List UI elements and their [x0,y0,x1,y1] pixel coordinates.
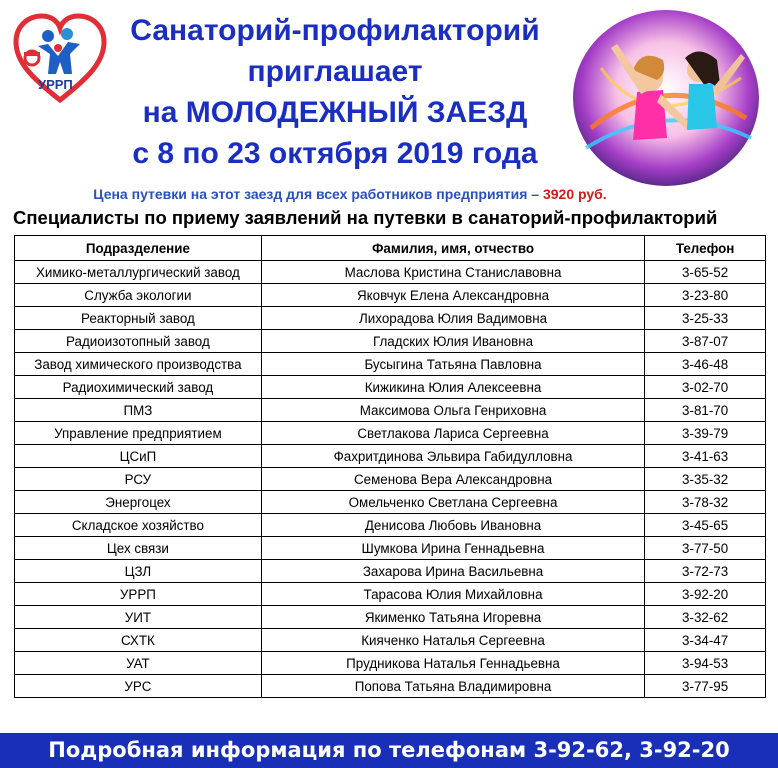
department-cell: Радиоизотопный завод [15,330,262,353]
department-cell: УРС [15,675,262,698]
headline-line-3: на МОЛОДЕЖНЫЙ ЗАЕЗД [142,96,528,129]
department-cell: Цех связи [15,537,262,560]
table-row [15,376,766,399]
headline-line-4: с 8 по 23 октября 2019 года [132,137,538,170]
column-header-phone: Телефон [645,236,766,261]
phone-cell: 3-87-07 [645,330,766,353]
name-cell: Кижикина Юлия Алексеевна [261,376,644,399]
phone-cell: 3-25-33 [645,307,766,330]
table-row [15,445,766,468]
section-title: Специалисты по приему заявлений на путевки в санаторий-профилакторий [13,207,718,228]
department-cell: УИТ [15,606,262,629]
phone-cell: 3-78-32 [645,491,766,514]
department-cell: ЦСиП [15,445,262,468]
specialists-table [14,235,766,698]
name-cell: Лихорадова Юлия Вадимовна [261,307,644,330]
table-row [15,422,766,445]
table-row [15,583,766,606]
table-row [15,491,766,514]
department-cell: СХТК [15,629,262,652]
phone-cell: 3-81-70 [645,399,766,422]
table-row [15,629,766,652]
table-row [15,307,766,330]
phone-cell: 3-92-20 [645,583,766,606]
department-cell: Завод химического производства [15,353,262,376]
department-cell: Реакторный завод [15,307,262,330]
name-cell: Гладских Юлия Ивановна [261,330,644,353]
name-cell: Попова Татьяна Владимировна [261,675,644,698]
name-cell: Максимова Ольга Генриховна [261,399,644,422]
table-row [15,330,766,353]
table-row [15,514,766,537]
name-cell: Захарова Ирина Васильевна [261,560,644,583]
table-row [15,606,766,629]
department-cell: Радиохимический завод [15,376,262,399]
table-row [15,468,766,491]
department-cell: Служба экологии [15,284,262,307]
table-row [15,560,766,583]
table-row [15,284,766,307]
price-amount: 3920 руб. [542,186,607,202]
phone-cell: 3-32-62 [645,606,766,629]
name-cell: Кияченко Наталья Сергеевна [261,629,644,652]
department-cell: Химико-металлургический завод [15,261,262,284]
name-cell: Бусыгина Татьяна Павловна [261,353,644,376]
headline-line-2: приглашает [247,55,423,88]
logo-text: УРРП [38,77,73,92]
phone-cell: 3-34-47 [645,629,766,652]
department-cell: УРРП [15,583,262,606]
phone-cell: 3-39-79 [645,422,766,445]
price-text: Цена путевки на этот заезд для всех работников предприятия – [93,186,540,202]
department-cell: Складское хозяйство [15,514,262,537]
name-cell: Шумкова Ирина Геннадьевна [261,537,644,560]
name-cell: Маслова Кристина Станиславовна [261,261,644,284]
table-row [15,399,766,422]
department-cell: ПМЗ [15,399,262,422]
phone-cell: 3-72-73 [645,560,766,583]
dancing-girls-photo [571,8,761,188]
department-cell: РСУ [15,468,262,491]
table-header-row [15,236,766,261]
price-line [60,186,640,202]
name-cell: Омельченко Светлана Сергеевна [261,491,644,514]
table-row [15,652,766,675]
name-cell: Якименко Татьяна Игоревна [261,606,644,629]
name-cell: Тарасова Юлия Михайловна [261,583,644,606]
name-cell: Прудникова Наталья Геннадьевна [261,652,644,675]
phone-cell: 3-77-95 [645,675,766,698]
name-cell: Светлакова Лариса Сергеевна [261,422,644,445]
name-cell: Денисова Любовь Ивановна [261,514,644,537]
column-header-department: Подразделение [15,236,262,261]
department-cell: Энергоцех [15,491,262,514]
department-cell: Управление предприятием [15,422,262,445]
phone-cell: 3-41-63 [645,445,766,468]
footer-banner: Подробная информация по телефонам 3-92-62, 3-92-20 [0,733,778,768]
headline-line-1: Санаторий-профилакторий [130,14,540,47]
name-cell: Яковчук Елена Александровна [261,284,644,307]
department-cell: УАТ [15,652,262,675]
phone-cell: 3-35-32 [645,468,766,491]
phone-cell: 3-94-53 [645,652,766,675]
phone-cell: 3-77-50 [645,537,766,560]
phone-cell: 3-23-80 [645,284,766,307]
name-cell: Фахритдинова Эльвира Габидулловна [261,445,644,468]
phone-cell: 3-65-52 [645,261,766,284]
table-row [15,675,766,698]
table-row [15,537,766,560]
name-cell: Семенова Вера Александровна [261,468,644,491]
phone-cell: 3-45-65 [645,514,766,537]
phone-cell: 3-02-70 [645,376,766,399]
department-cell: ЦЗЛ [15,560,262,583]
column-header-full-name: Фамилия, имя, отчество [261,236,644,261]
headline [100,10,570,174]
table-row [15,261,766,284]
phone-cell: 3-46-48 [645,353,766,376]
table-row [15,353,766,376]
